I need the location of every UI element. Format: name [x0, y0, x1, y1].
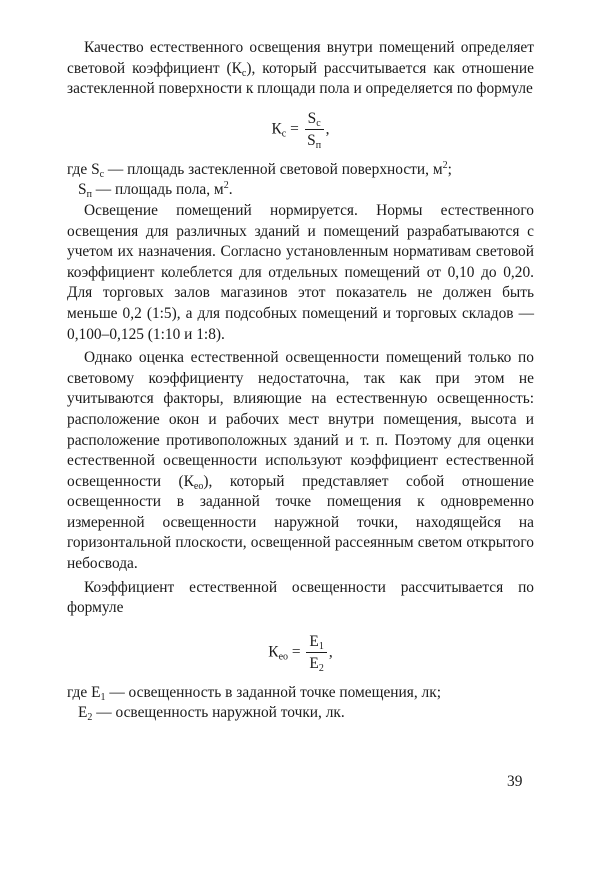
- fraction: [305, 110, 324, 150]
- page-number: 39: [507, 773, 523, 790]
- fraction-denominator: $S_п$: [307, 131, 322, 151]
- formula-lhs: К: [268, 643, 279, 661]
- fraction-numerator: $Е_1$: [306, 633, 326, 653]
- formula-lhs-sub: с: [281, 128, 287, 140]
- definition-sp: $S_п$ — площадь пола, $м^2$.: [78, 180, 233, 201]
- definition-e1: где $Е_1$ — освещенность в заданной точке помещения, лк;: [67, 683, 441, 703]
- equals-sign: =: [290, 120, 299, 138]
- formula-lhs-sub: ео: [278, 651, 289, 663]
- subscript: с: [241, 67, 247, 79]
- fraction-denominator: $Е_2$: [309, 654, 324, 674]
- paragraph-1: [67, 38, 534, 100]
- paragraph-2: Освещение помещений нормируется. Нормы естественного освещения для различных зданий и помещений разрабатываются с учетом их назначения. Согласно установленным нормативам световой коэффициент колеблется для отдельных помещений от 0,10 до 0,20. Для торговых залов магазинов этот показатель не должен быть меньше 0,2 (1:5), а для подсобных помещений и торговых складов — 0,100–0,125 (1:10 и 1:8).: [67, 201, 534, 343]
- paragraph-1-tail: ), который рассчитывается как отношение застекленной поверхности к площади пола и определяется по формуле: [67, 59, 534, 98]
- formula-comma: ,: [328, 643, 333, 661]
- fraction-numerator: $S_с$: [305, 110, 324, 130]
- formula-light-coefficient: [67, 110, 534, 150]
- paragraph-4: Коэффициент естественной освещенности рассчитывается по формуле: [67, 578, 534, 617]
- paragraph-3: Однако оценка естественной освещенности помещений только по световому коэффициенту недостаточна, так как при этом не учитываются факторы, влияющие на естественную освещенность: расположение окон и рабочих мест внутри помещения, высота и расположение противоположных зданий и т. п. Поэтому для оценки естественной освещенности используют коэффициент естественной освещенности $(К_{ео})$, который представляет собой отношение освещенности в заданной точке помещения к одновременно измеренной освещенности наружной точки, находящейся на горизонтальной плоскости, освещенной рассеянным светом открытого небосвода.: [67, 349, 534, 573]
- formula-lhs: К: [271, 120, 282, 138]
- equals-sign: =: [291, 643, 301, 661]
- page-body: [67, 38, 534, 724]
- formula-comma: ,: [325, 120, 330, 138]
- formula-daylight-factor: [67, 633, 534, 673]
- paragraph-1-text: Качество естественного освещения внутри помещений определяет световой коэффициент (К: [67, 39, 534, 77]
- definition-sc: где $S_с$ — площадь застекленной световой поверхности, $м^2$;: [67, 159, 452, 180]
- fraction: [306, 633, 326, 673]
- definition-e2: $Е_2$ — освещенность наружной точки, лк.: [78, 704, 345, 724]
